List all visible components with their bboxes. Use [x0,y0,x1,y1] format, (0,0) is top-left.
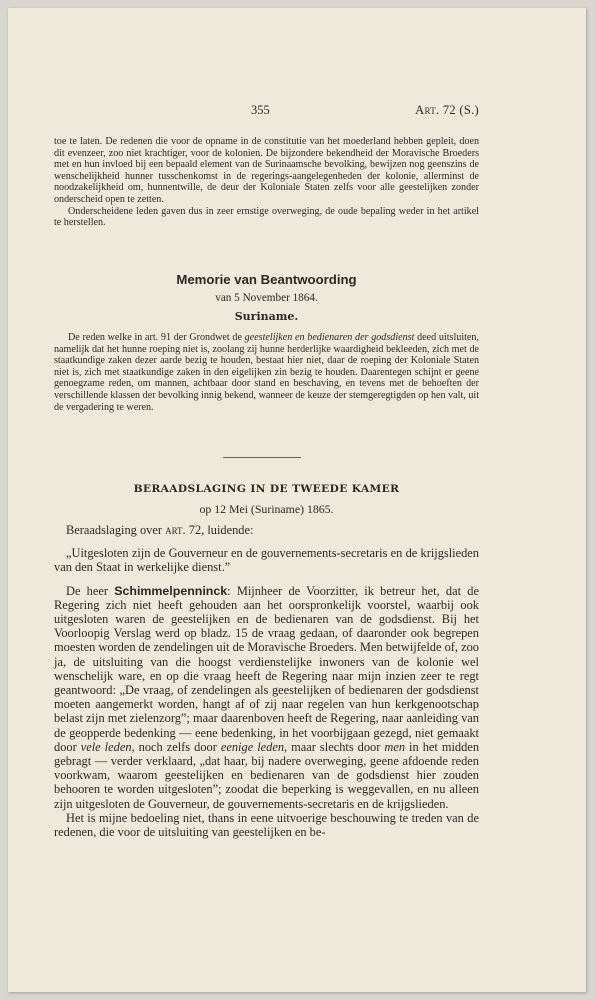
memorie-title: Memorie van Beantwoording [176,272,357,287]
memorie-italic-text: geestelijken en bedienaren der godsdienst [244,332,415,343]
article-reference-prefix: Art. [415,103,440,117]
memorie-text: De reden welke in art. 91 der Grondwet de [68,332,245,343]
intro-art-abbrev: art. [165,523,186,537]
beraadslaging-title: BERAADSLAGING IN DE TWEEDE KAMER [133,483,400,495]
intro-section [54,136,479,229]
memorie-text: deed uitsluiten, namelijk dat het hunne roeping niet is, zoolang zij hunne herderlijke waardigheid bekleeden, zich met de staatkundige zaken dezer aarde bezig te houden, bestaat hier niet, daar de roeping der Koloniale Staten niet is, zich met staatkundige zaken in den eigelijken zin bezig te houden. Daarentegen schijnt er geene genoegzame reden, om mannen, achtbaar door stand en beschaving, en tevens met de behoeften der verschillende klassen der bevolking innig bekend, wanneer de keuze der stemgeregtigden op hen valt, uit de vergadering te weren. [54,332,479,413]
article-quote: „Uitgesloten zijn de Gouverneur en de gouvernements-secretaris en de krijgslieden van den Staat in werkelijke dienst.” [54,546,479,575]
article-reference [415,103,479,118]
article-reference-number: 72 (S.) [439,103,479,117]
speech-text: De heer [66,583,115,598]
speaker-name: Schimmelpenninck [114,583,228,598]
memorie-section [54,332,479,413]
speech-italic-text: eenige leden [220,739,285,754]
page-number: 355 [251,103,270,117]
beraadslaging-intro [54,523,479,537]
memorie-subtitle: Suriname. [234,310,299,323]
intro-paragraph: toe te laten. De redenen die voor de opname in de constitutie van het moederland hebben gepleit, doen dit evenzeer, zoo niet krachtiger, voor de kolonien. De bijzondere bekendheid der Moravische Broeders met en hun invloed bij een bepaald element van de Surinaamsche bevolking, bewijzen nog geenszins de wenschelijkheid hunner tusschenkomst in de regerings-aangelegenheden der kolonie, allerminst de noodzakelijkheid om, hunnentwille, de deur der Koloniale Staten zelfs voor alle geestelijken zonder onderscheid open te zetten. [54,136,479,205]
book-page [8,8,586,992]
beraadslaging-date: op 12 Mei (Suriname) 1865. [199,502,334,516]
speech-text: , maar slechts door [284,739,385,754]
memorie-paragraph [54,332,479,413]
intro-paragraph: Onderscheidene leden gaven dus in zeer ernstige overweging, de oude bepaling weder in het artikel te herstellen. [54,205,479,229]
memorie-date: van 5 November 1864. [215,292,318,304]
beraadslaging-section [54,523,479,839]
speech-italic-text: vele leden [80,739,132,754]
speech-italic-text: men [384,739,406,754]
speech-text: : Mijnheer de Voorzitter, ik betreur het, dat de Regering zich niet heeft gehouden aan het oorspronkelijk voorstel, waarbij ook uitgesloten waren de geestelijken en de bedienaren van de godsdienst. Bij het Voorloopig Verslag werd op bladz. 15 de vraag gedaan, of daaronder ook begrepen moesten worden de zendelingen uit de Moravische Broeders. Men betwijfelde of, zoo ja, de uitsluiting van die hoogst verdienstelijke inwoners van de kolonie wel wenschelijk ware, en op die vraag heeft de Regering naar mijn inzien zeer te regt geantwoord: „De vraag, of zendelingen als geestelijken of bedienaren der godsdienst moeten aangemerkt worden, hangt af of zij naar regelen van hun kerkgenootschap belast zijn met zielenzorg”; maar daarenboven heeft de Regering, naar aanleiding van de geopperde bedenking — eene bedenking, in het voorbijgaan gezegd, niet gemaakt door [54,583,479,754]
section-divider [223,457,301,458]
intro-text: 72, luidende: [185,523,254,537]
running-header [54,103,479,119]
speech-text: , noch zelfs door [131,739,221,754]
speech-text: in het midden gebragt — verder verklaard, „dat haar, bij nadere overweging, geene afdoende reden voorkwam, waarom geestelijken en bedienaren van de godsdienst hier zouden behooren te worden uitgesloten”; zoodat die beperking is weggevallen, en nu alleen zijn uitgesloten de Gouverneur, de gouvernements-secretaris en de krijgslieden. [54,739,480,811]
intro-text: Beraadslaging over [66,523,166,537]
speech-paragraph: Het is mijne bedoeling niet, thans in eene uitvoerige beschouwing te treden van de redenen, die voor de uitsluiting van geestelijken en be- [54,810,479,840]
speech-paragraph [54,584,479,811]
